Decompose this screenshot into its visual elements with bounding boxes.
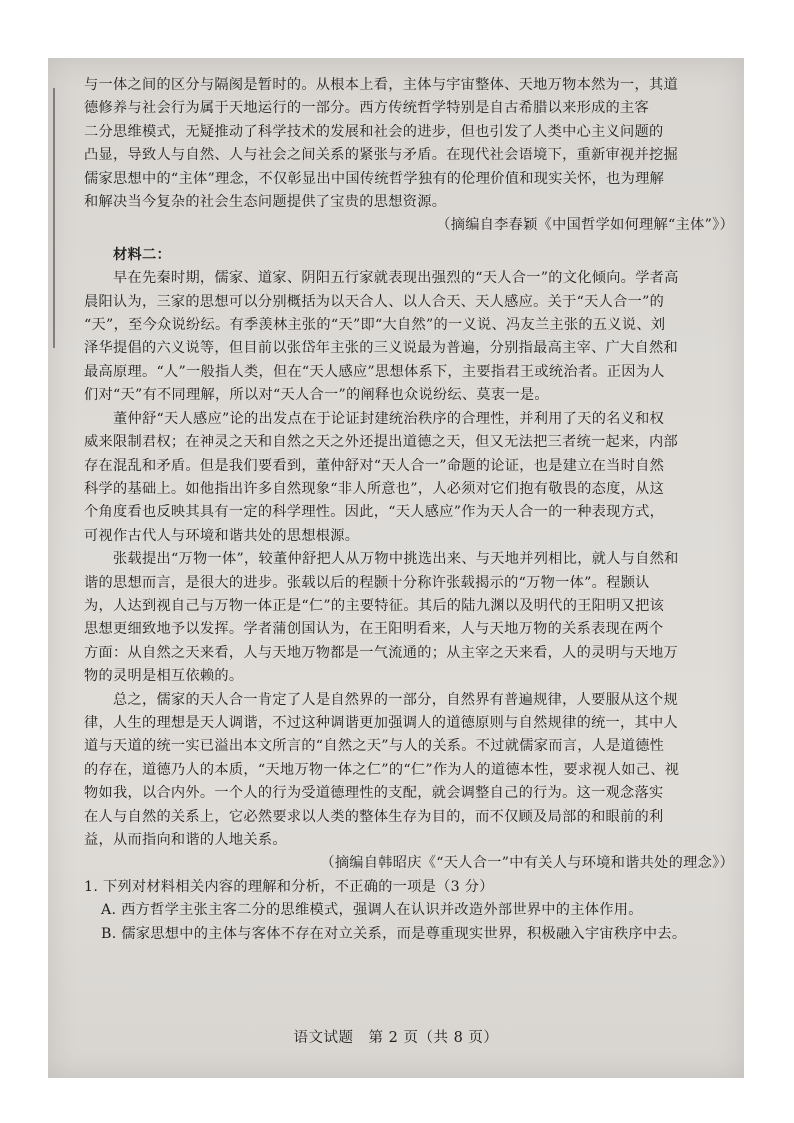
paragraph-5 [84,689,734,853]
text-line: 们对“天”有不同理解，所以对“天人合一”的阐释也众说纷纭、莫衷一是。 [84,387,549,404]
text-line: 的存在，道德乃人的本质，“天地万物一体之仁”的“仁”作为人的道德本性，要求视人如己、视 [84,761,680,778]
paragraph-1 [84,74,734,214]
text-line: 科学的基础上。如他指出许多自然现象“非人所意也”，人必须对它们抱有敬畏的态度，从这 [84,480,665,497]
paragraph-3 [84,408,734,548]
text-line: 律，人生的理想是天人调谐，不过这种调谐更加强调人的道德原则与自然规律的统一，其中人 [84,714,678,731]
text-line: 二分思维模式，无疑推动了科学技术的发展和社会的进步，但也引发了人类中心主义问题的 [84,123,664,140]
margin-line [53,88,55,348]
text-line: 早在先秦时期，儒家、道家、阴阳五行家就表现出强烈的“天人合一”的文化倾向。学者高 [113,270,679,287]
text-line: 最高原理。“人”一般指人类，但在“天人感应”思想体系下，主要指君王或统治者。正因为人 [84,363,665,380]
text-line: 为，人达到视自己与万物一体正是“仁”的主要特征。其后的陆九渊以及明代的王阳明又把该 [84,597,665,614]
scanned-page [48,58,744,1078]
text-line: 存在混乱和矛盾。但是我们要看到，董仲舒对“天人合一”命题的论证，也是建立在当时自然 [84,457,665,474]
paragraph-4 [84,548,734,688]
text-line: 威来限制君权；在神灵之天和自然之天之外还提出道德之天，但又无法把三者统一起来，内部 [84,434,678,451]
text-line: 德修养与社会行为属于天地运行的一部分。西方传统哲学特别是自古希腊以来形成的主客 [84,100,650,117]
text-line: “天”，至今众说纷纭。有季羡林主张的“天”即“大自然”的一义说、冯友兰主张的五义说、刘 [84,317,666,334]
option-b: B. 儒家思想中的主体与客体不存在对立关系，而是尊重现实世界，积极融入宇宙秩序中去。 [101,925,687,942]
text-line: 在人与自然的关系上，它必然要求以人类的整体生存为目的，而不仅顾及局部的和眼前的利 [84,808,664,825]
document-body [84,74,734,946]
source-citation-2: （摘编自韩昭庆《“天人合一”中有关人与环境和谐共处的理念》） [320,855,734,872]
text-line: 董仲舒“天人感应”论的出发点在于论证封建统治秩序的合理性，并利用了天的名义和权 [113,410,665,427]
text-line: 道与天道的统一实已溢出本文所言的“自然之天”与人的关系。不过就儒家而言，人是道德性 [84,738,665,755]
text-line: 个角度看也反映其具有一定的科学理性。因此，“天人感应”作为天人合一的一种表现方式， [84,504,665,521]
text-line: 物如我，以合内外。一个人的行为受道德理性的支配，就会调整自己的行为。这一观念落实 [84,785,664,802]
paragraph-2 [84,267,734,407]
text-line: 总之，儒家的天人合一肯定了人是自然界的一部分，自然界有普遍规律，人要服从这个规 [113,691,679,708]
option-a: A. 西方哲学主张主客二分的思维模式，强调人在认识并改造外部世界中的主体作用。 [101,902,643,919]
text-line: 儒家思想中的“主体”理念，不仅彰显出中国传统哲学独有的伦理价值和现实关怀，也为理解 [84,170,665,187]
text-line: 晨阳认为，三家的思想可以分别概括为以天合人、以人合天、天人感应。关于“天人合一”的 [84,293,665,310]
text-line: 物的灵明是相互依赖的。 [84,668,244,685]
material-2-heading: 材料二： [113,246,171,263]
page-footer: 语文试题 第 2 页（共 8 页） [293,1030,499,1046]
text-line: 与一体之间的区分与隔阂是暂时的。从根本上看，主体与宇宙整体、天地万物本然为一，其道 [84,77,678,93]
text-line: 方面：从自然之天来看，人与天地万物都是一气流通的；从主宰之天来看，人的灵明与天地万 [84,644,678,661]
text-line: 张载提出“万物一体”，较董仲舒把人从万物中挑选出来、与天地并列相比，就人与自然和 [113,551,679,568]
text-line: 凸显，导致人与自然、人与社会之间关系的紧张与矛盾。在现代社会语境下，重新审视并挖掘 [84,147,678,164]
text-line: 益，从而指向和谐的人地关系。 [84,832,287,848]
text-line: 思想更细致地予以发挥。学者蒲创国认为，在王阳明看来，人与天地万物的关系表现在两个 [84,621,664,638]
text-line: 可视作古代人与环境和谐共处的思想根源。 [84,527,360,544]
text-line: 谐的思想而言，是很大的进步。张载以后的程颢十分称许张载揭示的“万物一体”。程颢认 [84,574,650,591]
text-line: 和解决当今复杂的社会生态问题提供了宝贵的思想资源。 [84,194,447,211]
source-citation-1: （摘编自李春颖《中国哲学如何理解“主体”》） [436,217,734,234]
question-1: 1. 下列对材料相关内容的理解和分析，不正确的一项是（3 分） [84,878,494,895]
text-line: 泽华提倡的六义说等，但目前以张岱年主张的三义说最为普遍，分别指最高主宰、广大自然和 [84,340,678,357]
